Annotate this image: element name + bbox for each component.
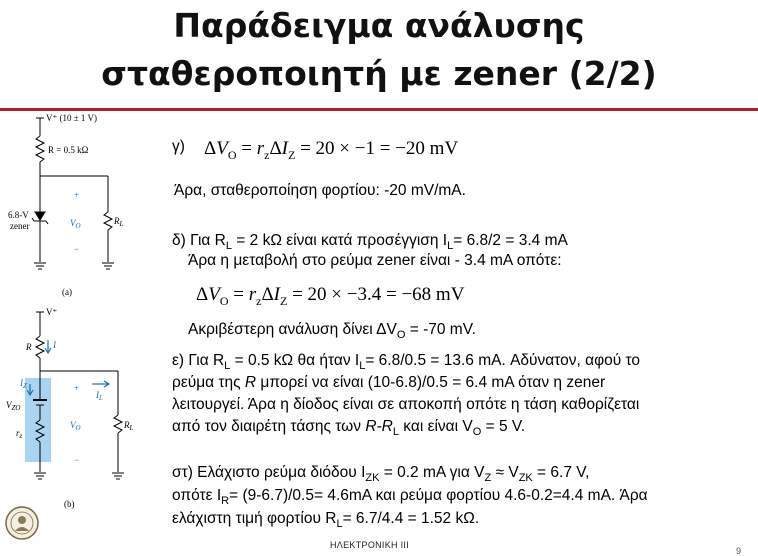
circuit-a-zener-label-1: 6.8-V (8, 210, 29, 220)
circuit-b-caption: (b) (64, 499, 75, 509)
section-st-line-3: ελάχιστη τιμή φορτίου $R_L= 6.7/4.4 = 1.52$ kΩ. (172, 510, 480, 531)
circuit-a-plus: + (74, 190, 80, 200)
section-g-result: Άρα, σταθεροποίηση φορτίου: -20 mV/mA. (174, 182, 466, 199)
zener-model-highlight (25, 378, 51, 462)
circuit-a-resistor-label: R = 0.5 kΩ (48, 145, 89, 155)
circuit-b-vzo-label: $V_{ZO}$ (6, 400, 21, 412)
section-e-line-1: ε) Για $R_L = 0.5$ kΩ θα ήταν $I_L= 6.8/0.5 = 13.6$ mA. Αδύνατον, αφού το (172, 352, 641, 373)
circuit-b-minus: − (74, 455, 80, 465)
circuit-b-iz-label: $I_Z$ (20, 378, 27, 390)
circuit-a-caption: (a) (62, 287, 72, 297)
title-line-1: Παράδειγμα ανάλυσης (173, 6, 585, 45)
page-number: 9 (736, 546, 742, 556)
circuit-b-resistor-label: R (26, 342, 32, 352)
section-d-line-2: Άρα η μεταβολή στο ρεύμα zener είναι - 3.4 mA οπότε: (188, 252, 562, 269)
circuit-a (32, 118, 114, 269)
section-st-line-1: στ) Ελάχιστο ρεύμα διόδου $I_{ZK} = 0.2$ mA για $V_Z \approx V_{ZK} = 6.7$ V, (172, 464, 590, 485)
section-d-line-1: δ) Για $R_L = 2$ kΩ είναι κατά προσέγγιση $I_L= 6.8/2 = 3.4$ mA (172, 232, 568, 253)
circuit-b-plus: + (74, 383, 80, 393)
circuit-a-zener-label-2: zener (10, 221, 30, 231)
equation-g: $\Delta V_O = r_z\Delta I_Z = 20 \times -1 = -20$ mV (204, 138, 459, 162)
section-g-label: γ) (172, 138, 185, 155)
section-st-line-2: οπότε $I_R= (9-6.7)/0.5= 4.6mA$ και ρεύμα φορτίου 4.6-0.2=4.4 mA. Άρα (172, 487, 648, 508)
section-e-line-2: ρεύμα της R μπορεί να είναι (10-6.8)/0.5 = 6.4 mA όταν η zener (172, 374, 606, 391)
title-line-2: σταθεροποιητή με zener (2/2) (101, 54, 657, 93)
circuit-b-supply-label: V⁺ (46, 307, 58, 317)
circuit-a-vo-label: $V_O$ (70, 218, 81, 230)
circuit-b-rl-label: $R_L$ (124, 420, 134, 432)
circuit-b-il-label: $I_L$ (96, 390, 103, 402)
circuit-a-minus: − (74, 244, 80, 254)
section-d-exact: Ακριβέστερη ανάλυση δίνει $\Delta V_O = -70$ mV. (188, 321, 476, 342)
section-e-line-4: από τον διαιρέτη τάσης των $R-R_L$ και είναι $V_O = 5$ V. (172, 418, 526, 439)
circuit-b-rz-label: $r_z$ (16, 428, 23, 440)
circuit-b-current-i: I (53, 340, 56, 350)
footer-course: ΗΛΕΚΤΡΟΝΙΚΗ ΙΙΙ (330, 540, 410, 550)
circuit-diagrams (0, 110, 160, 510)
equation-d: $\Delta V_O = r_z\Delta I_Z = 20 \times -3.4 = -68$ mV (196, 284, 465, 308)
circuit-a-rl-label: $R_L$ (114, 216, 124, 228)
university-seal-icon (4, 505, 40, 541)
section-e-line-3: λειτουργεί. Άρα η δίοδος είναι σε αποκοπή οπότε η τάση καθορίζεται (172, 396, 640, 413)
circuit-b-vo-label: $V_O$ (70, 420, 81, 432)
slide-title (0, 2, 758, 98)
circuit-a-supply-label: V⁺ (10 ± 1 V) (46, 113, 98, 123)
